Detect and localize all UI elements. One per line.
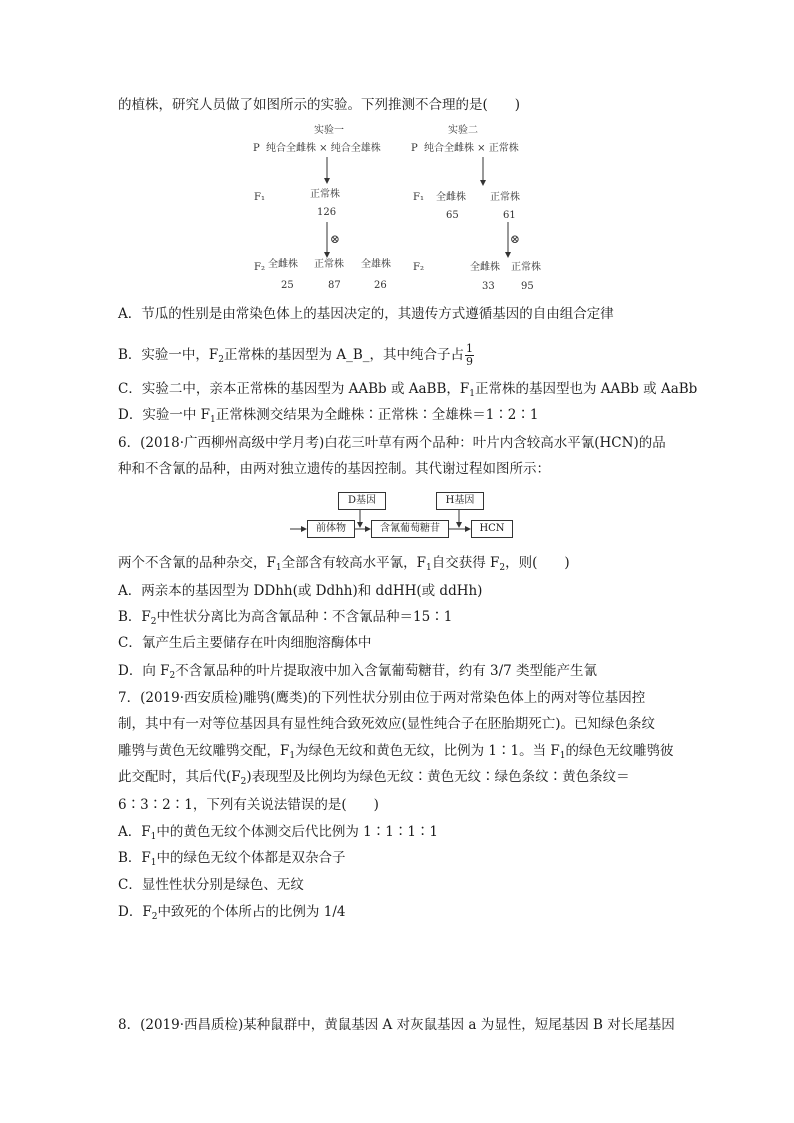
q5-option-c: C．实验二中，亲本正常株的基因型为 AABb 或 AaBB，$F_1$正常株的基因型也为 AABb 或 AaBb xyxy=(118,381,698,399)
exp1-f1-count: 126 xyxy=(317,207,337,218)
exp1-f1-label: F₁ xyxy=(254,192,265,203)
exp2-f2-count-0: 33 xyxy=(482,281,495,292)
precursor-box: 前体物 xyxy=(307,520,355,538)
exp1-f1-pheno: 正常株 xyxy=(310,189,340,200)
exp2-f2-pheno-0: 全雌株 xyxy=(470,262,500,273)
h-gene-box: H基因 xyxy=(436,492,484,510)
exp1-f2-label: F₂ xyxy=(254,262,265,273)
q8-stem-line1: 8．(2019·西昌质检)某种鼠群中，黄鼠基因 A 对灰鼠基因 a 为显性，短尾基因 B 对长尾基因 xyxy=(118,1017,675,1033)
exp2-title: 实验二 xyxy=(448,125,478,136)
exp2-f1-count-1: 61 xyxy=(503,210,516,221)
q7-option-d: D．$F_2$中致死的个体所占的比例为 1/4 xyxy=(118,904,346,922)
q5-option-a: A．节瓜的性别是由常染色体上的基因决定的，其遗传方式遵循基因的自由组合定律 xyxy=(118,306,614,322)
q7-option-c: C．显性性状分别是绿色、无纹 xyxy=(118,877,304,893)
exp2-f2-label: F₂ xyxy=(413,262,424,273)
exp1-title: 实验一 xyxy=(314,125,344,136)
q5-stem-tail: 的植株，研究人员做了如图所示的实验。下列推测不合理的是( ) xyxy=(118,97,521,113)
exp2-self-cross-icon: ⊗ xyxy=(510,232,521,246)
exp2-f2-count-1: 95 xyxy=(521,281,534,292)
q7-stem-line3: 雕鸮与黄色无纹雕鸮交配，$F_1$为绿色无纹和黄色无纹，比例为 1∶1。当 $F_1$的绿色无纹雕鸮彼 xyxy=(118,743,674,761)
hcn-box: HCN xyxy=(471,520,513,538)
q5-option-d: D．实验一中 $F_1$正常株测交结果为全雌株∶正常株∶全雄株＝1∶2∶1 xyxy=(118,407,539,425)
q6-diagram-arrows xyxy=(0,0,794,560)
exp2-f2-pheno-1: 正常株 xyxy=(511,262,541,273)
exp2-f1-pheno-0: 全雌株 xyxy=(436,192,466,203)
exp2-parents: 纯合全雌株 × 正常株 xyxy=(424,143,519,154)
exp1-self-cross-icon: ⊗ xyxy=(330,232,341,246)
q6-stem-line3: 两个不含氰的品种杂交，$F_1$全部含有较高水平氰，$F_1$自交获得 $F_2$，则( ) xyxy=(118,555,570,573)
q6-option-c: C．氰产生后主要储存在叶肉细胞溶酶体中 xyxy=(118,635,372,651)
q6-stem-line2: 种和不含氰的品种，由两对独立遗传的基因控制。其代谢过程如图所示： xyxy=(118,461,550,477)
exp1-f2-count-0: 25 xyxy=(281,280,294,291)
q6-option-b: B．$F_2$中性状分离比为高含氰品种∶不含氰品种＝15∶1 xyxy=(118,609,453,627)
q6-option-a: A．两亲本的基因型为 DDhh(或 Ddhh)和 ddHH(或 ddHh) xyxy=(118,583,483,599)
exp2-f1-pheno-1: 正常株 xyxy=(490,192,520,203)
d-gene-box: D基因 xyxy=(338,492,386,510)
q7-stem-line2: 制，其中有一对等位基因具有显性纯合致死效应(显性纯合子在胚胎期死亡)。已知绿色条纹 xyxy=(118,716,656,732)
exp1-f2-count-2: 26 xyxy=(374,280,387,291)
q7-option-b: B．$F_1$中的绿色无纹个体都是双杂合子 xyxy=(118,850,346,868)
exp1-f2-pheno-0: 全雌株 xyxy=(268,259,298,270)
exp2-f1-count-0: 65 xyxy=(446,210,459,221)
q5-option-b: B．实验一中，$F_2$正常株的基因型为 A_B_，其中纯合子占 $\frac{1}{9}$ xyxy=(118,342,473,368)
cyanogenic-glucoside-box: 含氰葡萄糖苷 xyxy=(371,520,449,538)
exp1-f2-pheno-1: 正常株 xyxy=(314,259,344,270)
exp1-f2-pheno-2: 全雄株 xyxy=(361,259,391,270)
q6-diagram xyxy=(0,0,794,560)
exp2-p-label: P xyxy=(411,143,418,154)
q7-stem-line1: 7．(2019·西安质检)雕鸮(鹰类)的下列性状分别由位于两对常染色体上的两对等位基因控 xyxy=(118,690,646,706)
q7-stem-line5: 6∶3∶2∶1，下列有关说法错误的是( ) xyxy=(118,797,379,813)
q6-option-d: D．向 $F_2$不含氰品种的叶片提取液中加入含氰葡萄糖苷，约有 3/7 类型能产生氰 xyxy=(118,663,598,681)
exp1-p-label: P xyxy=(253,143,260,154)
exp2-f1-label: F₁ xyxy=(413,192,424,203)
q7-option-a: A．$F_1$中的黄色无纹个体测交后代比例为 1∶1∶1∶1 xyxy=(118,824,439,842)
exp1-parents: 纯合全雌株 × 纯合全雄株 xyxy=(266,143,381,154)
q7-stem-line4: 此交配时，其后代$(F_2)$表现型及比例均为绿色无纹∶黄色无纹∶绿色条纹∶黄色条纹＝ xyxy=(118,769,630,787)
q6-stem-line1: 6．(2018·广西柳州高级中学月考)白花三叶草有两个品种：叶片内含较高水平氰(HCN)的品 xyxy=(118,435,666,451)
fraction: $\frac{1}{9}$ xyxy=(466,342,473,368)
exp1-f2-count-1: 87 xyxy=(328,280,341,291)
